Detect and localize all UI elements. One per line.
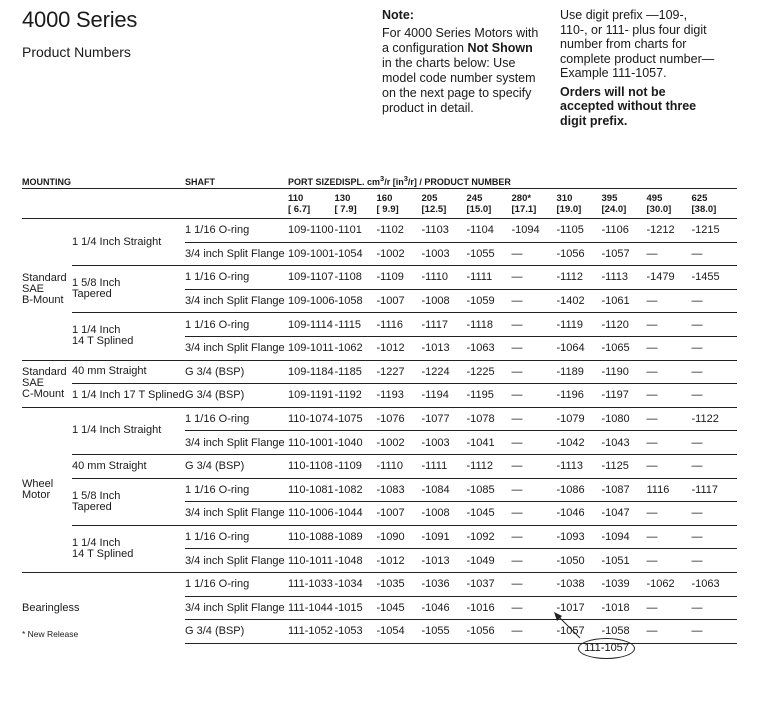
product-number-cell: -1038 — [557, 572, 602, 596]
shaft-cell: 1 1/4 Inch Straight — [72, 407, 185, 454]
product-number-cell: — — [692, 549, 737, 573]
header-shaft: SHAFT — [185, 173, 288, 189]
displacement-header-row — [22, 189, 737, 219]
port-size-cell: G 3/4 (BSP) — [185, 620, 288, 644]
product-number-cell: — — [512, 431, 557, 455]
product-number-cell: 110-1088 — [288, 525, 335, 549]
product-number-cell: -1013 — [422, 336, 467, 360]
product-number-cell: -1003 — [422, 242, 467, 266]
product-number-cell: -1051 — [602, 549, 647, 573]
prefix-warning: Orders will not be accepted without three digit prefix. — [560, 84, 697, 128]
product-number-cell: 111-1044 — [288, 596, 335, 620]
product-number-cell: 109-1191 — [288, 384, 335, 408]
product-number-cell: -1043 — [602, 431, 647, 455]
product-number-cell: -1090 — [377, 525, 422, 549]
header-port-displ: PORT SIZEDISPL. $cm^3/r$ $[in^3/r]$ / PRODUCT NUMBER — [288, 173, 737, 189]
mounting-cell: Standard SAE B-Mount — [22, 219, 72, 361]
product-number-cell: -1003 — [422, 431, 467, 455]
port-size-cell: 1 1/16 O-ring — [185, 572, 288, 596]
table-row — [22, 360, 737, 384]
displacement-header: 395 [24.0] — [602, 189, 647, 219]
product-number-cell: -1102 — [377, 219, 422, 243]
product-number-cell: — — [647, 360, 692, 384]
displacement-header: 160 [ 9.9] — [377, 189, 422, 219]
product-number-cell: -1008 — [422, 289, 467, 313]
product-number-cell: -1062 — [335, 336, 377, 360]
product-number-cell: -1053 — [335, 620, 377, 644]
table-row — [22, 525, 737, 549]
product-number-cell: -1057 — [602, 242, 647, 266]
mounting-cell: Standard SAE C-Mount — [22, 360, 72, 407]
product-number-cell: -1050 — [557, 549, 602, 573]
product-number-cell: -1104 — [467, 219, 512, 243]
product-number-cell: -1224 — [422, 360, 467, 384]
product-number-cell: -1192 — [335, 384, 377, 408]
table-row — [22, 384, 737, 408]
product-number-cell: -1094 — [512, 219, 557, 243]
product-number-cell: -1046 — [422, 596, 467, 620]
product-number-cell: -1193 — [377, 384, 422, 408]
mounting-cell: Wheel Motor — [22, 407, 72, 572]
port-size-cell: 1 1/16 O-ring — [185, 478, 288, 502]
product-number-cell: -1002 — [377, 242, 422, 266]
product-number-cell: -1036 — [422, 572, 467, 596]
product-number-cell: -1057 — [557, 620, 602, 644]
product-number-cell: — — [692, 596, 737, 620]
table-row — [22, 407, 737, 431]
product-number-cell: -1402 — [557, 289, 602, 313]
displacement-header: 310 [19.0] — [557, 189, 602, 219]
product-number-cell: — — [647, 549, 692, 573]
note-heading: Note: — [382, 8, 414, 22]
shaft-cell: 1 1/4 Inch 14 T Splined — [72, 525, 185, 572]
product-number-cell: -1115 — [335, 313, 377, 337]
product-number-cell: — — [512, 289, 557, 313]
product-number-cell: 109-1100 — [288, 219, 335, 243]
product-number-cell: -1195 — [467, 384, 512, 408]
product-number-cell: 109-1001 — [288, 242, 335, 266]
product-number-cell: -1048 — [335, 549, 377, 573]
product-number-cell: -1063 — [692, 572, 737, 596]
port-size-cell: 3/4 inch Split Flange — [185, 502, 288, 526]
shaft-cell: 40 mm Straight — [72, 360, 185, 384]
product-number-cell: 109-1114 — [288, 313, 335, 337]
product-number-cell: — — [647, 289, 692, 313]
product-number-cell: -1049 — [467, 549, 512, 573]
product-number-cell: — — [647, 384, 692, 408]
product-number-cell: — — [647, 525, 692, 549]
product-number-cell: — — [647, 454, 692, 478]
footnote: * New Release — [22, 629, 79, 639]
displacement-header: 130 [ 7.9] — [335, 189, 377, 219]
port-size-cell: 3/4 inch Split Flange — [185, 242, 288, 266]
product-number-cell: -1111 — [422, 454, 467, 478]
product-number-cell: -1196 — [557, 384, 602, 408]
table-row — [22, 219, 737, 243]
product-number-cell: -1479 — [647, 266, 692, 290]
product-number-cell: — — [692, 360, 737, 384]
product-number-cell: -1119 — [557, 313, 602, 337]
product-number-cell: -1197 — [602, 384, 647, 408]
product-number-cell: -1190 — [602, 360, 647, 384]
product-number-cell: -1089 — [335, 525, 377, 549]
product-number-cell: -1040 — [335, 431, 377, 455]
product-number-cell: — — [512, 525, 557, 549]
displacement-header: 110 [ 6.7] — [288, 189, 335, 219]
product-number-cell: — — [692, 525, 737, 549]
note-text: For 4000 Series Motors with a configuration Not Shown in the charts below: Use model code number system on the next page to specify product in detail. — [382, 26, 539, 115]
product-number-cell: -1062 — [647, 572, 692, 596]
product-number-cell: — — [692, 454, 737, 478]
product-number-cell: 109-1107 — [288, 266, 335, 290]
header-mounting: MOUNTING — [22, 173, 185, 189]
product-number-cell: — — [647, 336, 692, 360]
product-number-cell: -1112 — [467, 454, 512, 478]
shaft-cell: 40 mm Straight — [72, 454, 185, 478]
port-size-cell: 1 1/16 O-ring — [185, 266, 288, 290]
product-number-cell: -1085 — [467, 478, 512, 502]
product-number-cell: — — [647, 502, 692, 526]
product-number-cell: -1063 — [467, 336, 512, 360]
product-number-cell: -1092 — [467, 525, 512, 549]
displacement-header: 625 [38.0] — [692, 189, 737, 219]
table-row — [22, 454, 737, 478]
product-number-cell: 110-1006 — [288, 502, 335, 526]
product-number-cell: — — [647, 596, 692, 620]
product-number-cell: -1106 — [602, 219, 647, 243]
port-size-cell: 3/4 inch Split Flange — [185, 336, 288, 360]
product-number-cell: — — [692, 336, 737, 360]
product-number-cell: -1042 — [557, 431, 602, 455]
note-block — [382, 8, 552, 116]
product-number-cell: -1012 — [377, 336, 422, 360]
product-number-cell: -1075 — [335, 407, 377, 431]
product-number-cell: -1118 — [467, 313, 512, 337]
product-number-cell: -1080 — [602, 407, 647, 431]
product-number-cell: -1056 — [557, 242, 602, 266]
product-number-cell: — — [512, 266, 557, 290]
product-number-cell: -1087 — [602, 478, 647, 502]
product-number-cell: — — [692, 620, 737, 644]
product-number-cell: -1111 — [467, 266, 512, 290]
product-number-cell: -1007 — [377, 289, 422, 313]
table-row — [22, 266, 737, 290]
product-number-cell: — — [692, 431, 737, 455]
product-number-cell: -1018 — [602, 596, 647, 620]
product-number-cell: -1103 — [422, 219, 467, 243]
product-number-cell: -1058 — [602, 620, 647, 644]
table-row — [22, 478, 737, 502]
product-number-cell: 111-1033 — [288, 572, 335, 596]
product-number-cell: -1113 — [602, 266, 647, 290]
port-size-cell: 3/4 inch Split Flange — [185, 431, 288, 455]
product-number-cell: -1044 — [335, 502, 377, 526]
shaft-cell: 1 1/4 Inch Straight — [72, 219, 185, 266]
product-number-cell: -1015 — [335, 596, 377, 620]
prefix-note — [560, 8, 760, 128]
product-number-cell: -1059 — [467, 289, 512, 313]
product-number-cell: -1094 — [602, 525, 647, 549]
product-number-cell: -1061 — [602, 289, 647, 313]
product-number-cell: -1064 — [557, 336, 602, 360]
product-number-cell: -1109 — [377, 266, 422, 290]
product-number-cell: 111-1052 — [288, 620, 335, 644]
product-number-cell: 110-1001 — [288, 431, 335, 455]
product-number-cell: -1185 — [335, 360, 377, 384]
product-number-cell: -1227 — [377, 360, 422, 384]
shaft-cell: 1 1/4 Inch 17 T Splined — [72, 384, 185, 408]
product-number-table — [22, 173, 737, 644]
product-number-cell: -1083 — [377, 478, 422, 502]
product-number-cell: -1212 — [647, 219, 692, 243]
product-number-cell: -1076 — [377, 407, 422, 431]
product-number-cell: -1086 — [557, 478, 602, 502]
product-number-cell: — — [512, 620, 557, 644]
product-number-cell: -1225 — [467, 360, 512, 384]
product-number-cell: — — [647, 242, 692, 266]
product-number-cell: — — [512, 596, 557, 620]
page-title: 4000 Series — [22, 7, 138, 32]
product-number-cell: -1125 — [602, 454, 647, 478]
product-number-cell: -1016 — [467, 596, 512, 620]
product-number-cell: -1093 — [557, 525, 602, 549]
product-number-cell: 110-1074 — [288, 407, 335, 431]
page-subtitle: Product Numbers — [22, 44, 131, 60]
product-number-cell: -1007 — [377, 502, 422, 526]
product-number-cell: -1012 — [377, 549, 422, 573]
product-number-cell: -1045 — [377, 596, 422, 620]
product-number-cell: -1082 — [335, 478, 377, 502]
product-number-cell: — — [512, 572, 557, 596]
port-size-cell: G 3/4 (BSP) — [185, 384, 288, 408]
product-number-cell: — — [512, 549, 557, 573]
port-size-cell: 1 1/16 O-ring — [185, 313, 288, 337]
table-row — [22, 572, 737, 596]
product-number-cell: -1039 — [602, 572, 647, 596]
product-number-cell: -1054 — [377, 620, 422, 644]
product-number-cell: — — [512, 384, 557, 408]
callout-arrow-icon — [550, 612, 590, 642]
product-number-cell: — — [512, 336, 557, 360]
product-number-cell: -1189 — [557, 360, 602, 384]
product-number-cell: -1078 — [467, 407, 512, 431]
mounting-cell: Bearingless — [22, 572, 185, 643]
product-number-cell: 109-1006 — [288, 289, 335, 313]
port-size-cell: G 3/4 (BSP) — [185, 454, 288, 478]
product-number-cell: -1215 — [692, 219, 737, 243]
product-number-cell: -1113 — [557, 454, 602, 478]
product-number-cell: — — [512, 242, 557, 266]
product-number-cell: -1017 — [557, 596, 602, 620]
product-number-cell: -1116 — [377, 313, 422, 337]
product-number-cell: — — [512, 360, 557, 384]
product-number-cell: -1034 — [335, 572, 377, 596]
product-number-cell: — — [647, 407, 692, 431]
product-number-cell: -1110 — [422, 266, 467, 290]
shaft-cell: 1 5/8 Inch Tapered — [72, 478, 185, 525]
product-number-cell: — — [512, 313, 557, 337]
product-number-cell: — — [692, 313, 737, 337]
product-number-cell: -1065 — [602, 336, 647, 360]
product-number-cell: -1056 — [467, 620, 512, 644]
product-number-cell: -1084 — [422, 478, 467, 502]
port-size-cell: 3/4 inch Split Flange — [185, 549, 288, 573]
product-number-cell: — — [692, 502, 737, 526]
product-number-cell: -1055 — [422, 620, 467, 644]
product-number-cell: -1054 — [335, 242, 377, 266]
product-number-cell: -1091 — [422, 525, 467, 549]
port-size-cell: 1 1/16 O-ring — [185, 219, 288, 243]
product-number-cell: — — [512, 407, 557, 431]
product-number-cell: -1041 — [467, 431, 512, 455]
port-size-cell: 3/4 inch Split Flange — [185, 289, 288, 313]
product-number-cell: 110-1011 — [288, 549, 335, 573]
product-number-cell: 109-1011 — [288, 336, 335, 360]
product-number-cell: -1035 — [377, 572, 422, 596]
product-number-cell: -1047 — [602, 502, 647, 526]
product-number-cell: -1046 — [557, 502, 602, 526]
product-number-cell: — — [512, 454, 557, 478]
displacement-header: 280* [17.1] — [512, 189, 557, 219]
product-number-cell: — — [692, 289, 737, 313]
product-number-cell: — — [692, 242, 737, 266]
product-number-cell: -1122 — [692, 407, 737, 431]
product-number-cell: -1077 — [422, 407, 467, 431]
product-number-cell: -1002 — [377, 431, 422, 455]
product-number-cell: -1110 — [377, 454, 422, 478]
product-number-cell: — — [647, 620, 692, 644]
product-number-cell: -1194 — [422, 384, 467, 408]
product-number-cell: -1105 — [557, 219, 602, 243]
product-number-cell: -1008 — [422, 502, 467, 526]
product-number-cell: -1079 — [557, 407, 602, 431]
displacement-header: 205 [12.5] — [422, 189, 467, 219]
product-number-cell: -1013 — [422, 549, 467, 573]
table-row — [22, 313, 737, 337]
product-number-cell: -1055 — [467, 242, 512, 266]
port-size-cell: 1 1/16 O-ring — [185, 525, 288, 549]
product-number-cell: -1120 — [602, 313, 647, 337]
product-number-cell: 110-1081 — [288, 478, 335, 502]
port-size-cell: 1 1/16 O-ring — [185, 407, 288, 431]
product-number-cell: — — [647, 313, 692, 337]
product-number-cell: -1045 — [467, 502, 512, 526]
product-number-cell: -1108 — [335, 266, 377, 290]
product-number-cell: -1455 — [692, 266, 737, 290]
product-number-cell: — — [512, 478, 557, 502]
product-number-cell: 1116 — [647, 478, 692, 502]
product-number-cell: -1117 — [422, 313, 467, 337]
product-number-cell: -1101 — [335, 219, 377, 243]
displacement-header: 245 [15.0] — [467, 189, 512, 219]
product-number-cell: — — [512, 502, 557, 526]
displacement-header: 495 [30.0] — [647, 189, 692, 219]
product-number-cell: -1117 — [692, 478, 737, 502]
product-number-cell: -1037 — [467, 572, 512, 596]
port-size-cell: 3/4 inch Split Flange — [185, 596, 288, 620]
shaft-cell: 1 1/4 Inch 14 T Splined — [72, 313, 185, 360]
port-size-cell: G 3/4 (BSP) — [185, 360, 288, 384]
product-number-cell: -1109 — [335, 454, 377, 478]
prefix-note-text: Use digit prefix —109-, 110-, or 111- plus four digit number from charts for complete product number— Example 111-1057. — [560, 8, 715, 80]
product-number-cell: -1112 — [557, 266, 602, 290]
example-callout: 111-1057 — [578, 638, 635, 659]
product-number-cell: — — [647, 431, 692, 455]
product-number-cell: -1058 — [335, 289, 377, 313]
product-number-cell: 110-1108 — [288, 454, 335, 478]
shaft-cell: 1 5/8 Inch Tapered — [72, 266, 185, 313]
product-number-cell: — — [692, 384, 737, 408]
product-number-cell: 109-1184 — [288, 360, 335, 384]
